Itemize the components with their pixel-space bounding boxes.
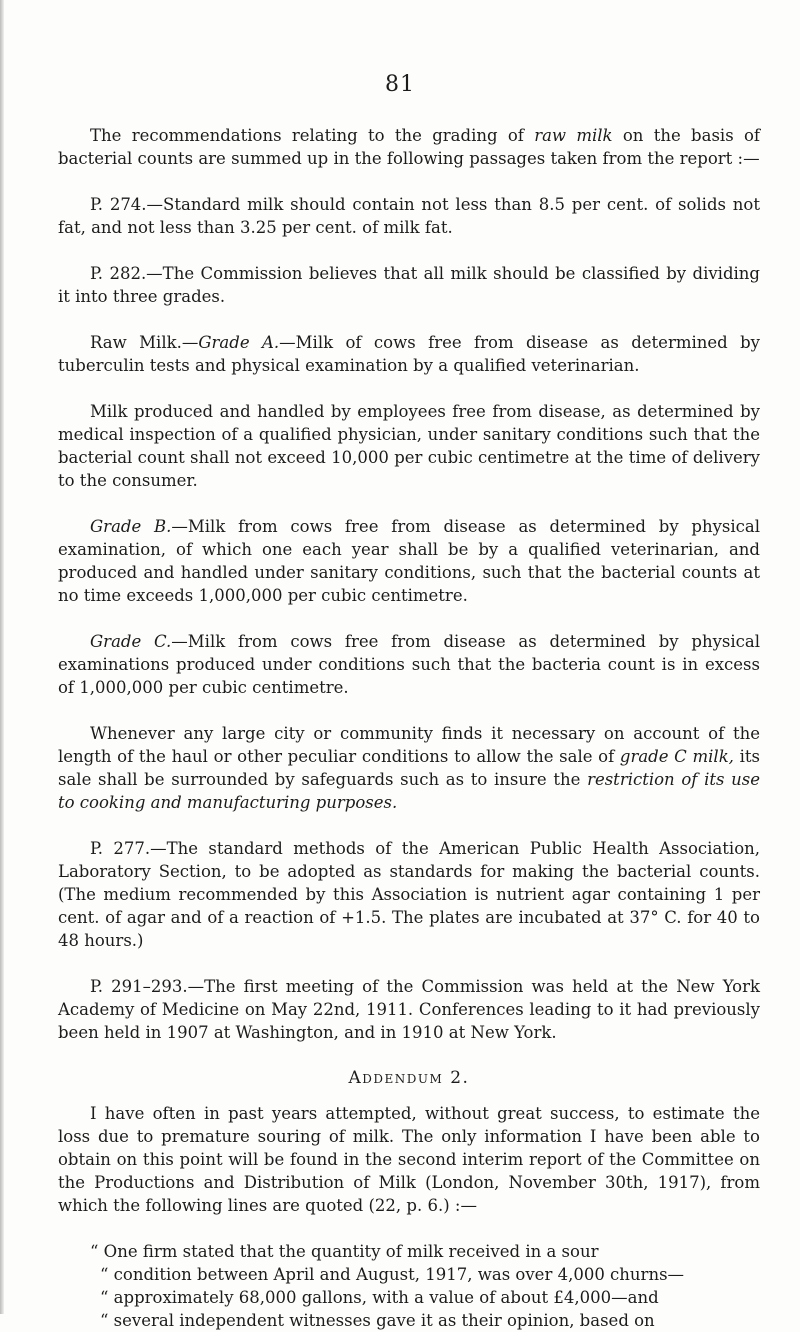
paragraph-p282: P. 282.—The Commission believes that all milk should be classified by dividing it into three grades.	[58, 264, 760, 306]
paragraph-p291: P. 291–293.—The first meeting of the Commission was held at the New York Academy of Medicine on May 22nd, 1911. Conferences leading to it had previously been held in 1907 at Washington, and in 1910 at New York.	[58, 977, 760, 1042]
intro-paragraph	[58, 124, 760, 170]
quote-line: “ condition between April and August, 1917, was over 4,000 churns—	[100, 1265, 685, 1284]
quote-line: “ approximately 68,000 gallons, with a value of about £4,000—and	[100, 1288, 659, 1307]
grade-c-milk-phrase: grade C milk,	[619, 747, 734, 766]
paragraph-milk-produced: Milk produced and handled by employees free from disease, as determined by medical inspection of a qualified physician, under sanitary conditions such that the bacterial count shall not exceed 10,000 per cubic centimetre at the time of delivery to the consumer.	[58, 402, 760, 490]
whenever-text-a: Whenever any large city or community finds it necessary on account of the length of the haul or other peculiar conditions to allow the sale of	[58, 724, 760, 766]
paragraph-p277: P. 277.—The standard methods of the American Public Health Association, Laboratory Section, to be adopted as standards for making the bacterial counts. (The medium recommended by this Association is nutrient agar containing 1 per cent. of agar and of a reaction of +1.5. The plates are incubated at 37° C. for 40 to 48 hours.)	[58, 839, 760, 950]
grade-b-text: —Milk from cows free from disease as determined by physical examination, of which one each year shall be by a qualified veterinarian, and produced and handled under sanitary conditions, such that the bacterial counts at no time exceeds 1,000,000 per cubic centimetre.	[58, 517, 761, 605]
paragraph-grade-a	[58, 331, 760, 377]
raw-milk-label: Raw Milk.—	[90, 333, 199, 352]
intro-text-a: The recommendations relating to the grading of	[90, 126, 535, 145]
grade-a-text: —Milk of cows free from disease as determined by tuberculin tests and physical examination by a qualified veterinarian.	[58, 333, 760, 375]
intro-text-c: on the basis of bacterial counts are summed up in the following passages taken from the report :—	[58, 126, 761, 168]
quote-line: “ several independent witnesses gave it as their opinion, based on	[100, 1311, 655, 1330]
paragraph-whenever	[58, 722, 760, 814]
grade-c-label: Grade C.	[90, 632, 172, 651]
restriction-phrase: restriction of its use to cooking and manufacturing purposes.	[58, 770, 760, 812]
addendum-heading: Addendum 2.	[348, 1068, 470, 1088]
grade-a-label: Grade A.	[198, 333, 280, 352]
page-edge	[0, 0, 4, 1314]
page-body	[58, 124, 760, 1332]
intro-text-raw-milk: raw milk	[534, 126, 613, 145]
paragraph-addendum: I have often in past years attempted, without great success, to estimate the loss due to premature souring of milk. The only information I have been able to obtain on this point will be found in the second interim report of the Committee on the Productions and Distribution of Milk (London, November 30th, 1917), from which the following lines are quoted (22, p. 6.) :—	[58, 1104, 760, 1215]
quote-line: “ One firm stated that the quantity of milk received in a sour	[90, 1242, 599, 1261]
page-number: 81	[385, 72, 415, 97]
grade-b-label: Grade B.	[90, 517, 172, 536]
whenever-text-c: its sale shall be surrounded by safeguards such as to insure the	[58, 747, 760, 789]
paragraph-grade-b	[58, 515, 760, 607]
grade-c-text: —Milk from cows free from disease as determined by physical examinations produced under conditions such that the bacteria count is in excess of 1,000,000 per cubic centimetre.	[58, 632, 760, 697]
paragraph-grade-c	[58, 630, 760, 699]
paragraph-p274: P. 274.—Standard milk should contain not less than 8.5 per cent. of solids not fat, and not less than 3.25 per cent. of milk fat.	[58, 195, 760, 237]
